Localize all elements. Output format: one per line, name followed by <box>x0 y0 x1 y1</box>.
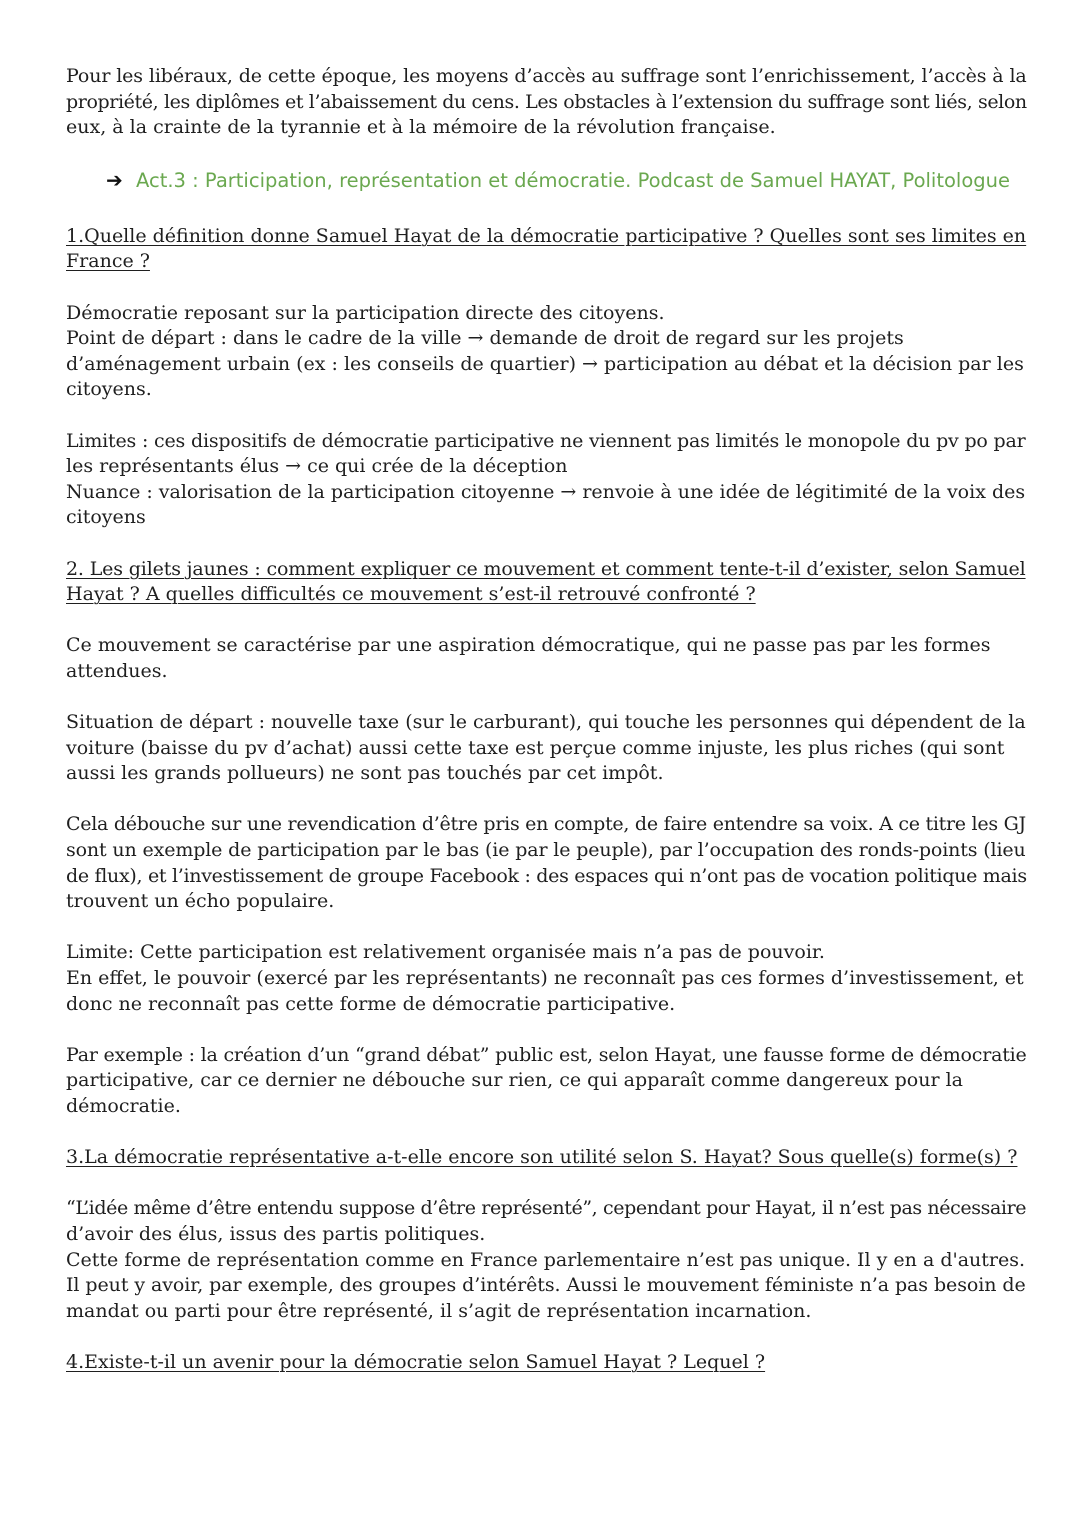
text-line: attendues. <box>66 659 168 682</box>
text-line: eux, à la crainte de la tyrannie et à la mémoire de la révolution française. <box>66 116 776 139</box>
text-line: Limites : ces dispositifs de démocratie participative ne viennent pas limités le monopole du pv po par <box>66 429 1026 452</box>
text-line: Pour les libéraux, de cette époque, les moyens d’accès au suffrage sont l’enrichissement, l’accès à la <box>66 65 1027 87</box>
text-line: “L’idée même d’être entendu suppose d’être représenté”, cependant pour Hayat, il n’est pas nécessaire <box>66 1197 1027 1220</box>
answer-1-paragraph-1 <box>66 301 1026 403</box>
text-line: Point de départ : dans le cadre de la ville → demande de droit de regard sur les projets <box>66 327 904 350</box>
text-line: Situation de départ : nouvelle taxe (sur le carburant), qui touche les personnes qui dépendent de la <box>66 711 1026 734</box>
text-line: En effet, le pouvoir (exercé par les représentants) ne reconnaît pas ces formes d’investissement, et <box>66 967 1024 989</box>
text-line: citoyens. <box>66 378 152 401</box>
text-line: d’avoir des élus, issus des partis politiques. <box>66 1222 486 1245</box>
answer-2-paragraph-3 <box>66 812 1026 914</box>
question-1 <box>66 224 1026 275</box>
activity-heading <box>106 167 1026 194</box>
text-line: donc ne reconnaît pas cette forme de démocratie participative. <box>66 992 676 1015</box>
question-line: 1.Quelle définition donne Samuel Hayat de la démocratie participative ? Quelles sont ses limites en <box>66 224 1027 247</box>
answer-3-paragraph-1 <box>66 1196 1026 1324</box>
text-line: Nuance : valorisation de la participation citoyenne → renvoie à une idée de légitimité de la voix des <box>66 480 1026 503</box>
question-line: Hayat ? A quelles difficultés ce mouvement s’est-il retrouvé confronté ? <box>66 583 756 606</box>
text-line: Il peut y avoir, par exemple, des groupes d’intérêts. Aussi le mouvement féministe n’a pas besoin de <box>66 1274 1026 1297</box>
text-line: démocratie. <box>66 1094 181 1117</box>
answer-2-paragraph-1 <box>66 633 1026 684</box>
question-3 <box>66 1145 1026 1171</box>
text-line: participative, car ce dernier ne débouche sur rien, ce qui apparaît comme dangereux pour la <box>66 1069 963 1092</box>
question-2 <box>66 557 1026 608</box>
question-line: France ? <box>66 250 150 273</box>
answer-2-paragraph-4 <box>66 940 1026 1017</box>
text-line: Ce mouvement se caractérise par une aspiration démocratique, qui ne passe pas par les formes <box>66 634 991 657</box>
text-line: voiture (baisse du pv d’achat) aussi cette taxe est perçue comme injuste, les plus riches (qui sont <box>66 736 1005 759</box>
answer-2-paragraph-2 <box>66 710 1026 787</box>
question-line: 3.La démocratie représentative a-t-elle encore son utilité selon S. Hayat? Sous quelle(s) forme(s) ? <box>66 1146 1018 1169</box>
text-line: Cela débouche sur une revendication d’être pris en compte, de faire entendre sa voix. A ce titre les GJ <box>66 813 1026 836</box>
text-line: citoyens <box>66 506 146 529</box>
text-line: les représentants élus → ce qui crée de la déception <box>66 455 568 478</box>
text-line: de flux), et l’investissement de groupe Facebook : des espaces qui n’ont pas de vocation politique mais <box>66 864 1027 887</box>
text-line: d’aménagement urbain (ex : les conseils de quartier) → participation au débat et la décision par les <box>66 352 1024 375</box>
text-line: propriété, les diplômes et l’abaissement du cens. Les obstacles à l’extension du suffrage sont liés, selon <box>66 90 1027 113</box>
text-line: mandat ou parti pour être représenté, il s’agit de représentation incarnation. <box>66 1299 812 1322</box>
arrow-right-icon: ➔ <box>106 167 123 192</box>
answer-2-paragraph-5 <box>66 1043 1026 1120</box>
question-line: 2. Les gilets jaunes : comment expliquer ce mouvement et comment tente-t-il d’exister, selon Samuel <box>66 557 1026 580</box>
text-line: Limite: Cette participation est relativement organisée mais n’a pas de pouvoir. <box>66 941 825 964</box>
text-line: Cette forme de représentation comme en France parlementaire n’est pas unique. Il y en a d'autres. <box>66 1248 1026 1271</box>
text-line: Par exemple : la création d’un “grand débat” public est, selon Hayat, une fausse forme de démocratie <box>66 1043 1027 1066</box>
document-page <box>66 64 1026 1376</box>
text-line: trouvent un écho populaire. <box>66 890 335 913</box>
intro-paragraph <box>66 64 1026 141</box>
text-line: sont un exemple de participation par le bas (ie par le peuple), par l’occupation des ronds-points (lieu <box>66 839 1026 862</box>
answer-1-paragraph-2 <box>66 429 1026 531</box>
activity-title: Act.3 : Participation, représentation et démocratie. Podcast de Samuel HAYAT, Politologue <box>136 168 1010 192</box>
question-line: 4.Existe-t-il un avenir pour la démocratie selon Samuel Hayat ? Lequel ? <box>66 1350 766 1373</box>
question-4 <box>66 1350 1026 1376</box>
text-line: Démocratie reposant sur la participation directe des citoyens. <box>66 301 665 324</box>
text-line: aussi les grands pollueurs) ne sont pas touchés par cet impôt. <box>66 762 664 785</box>
